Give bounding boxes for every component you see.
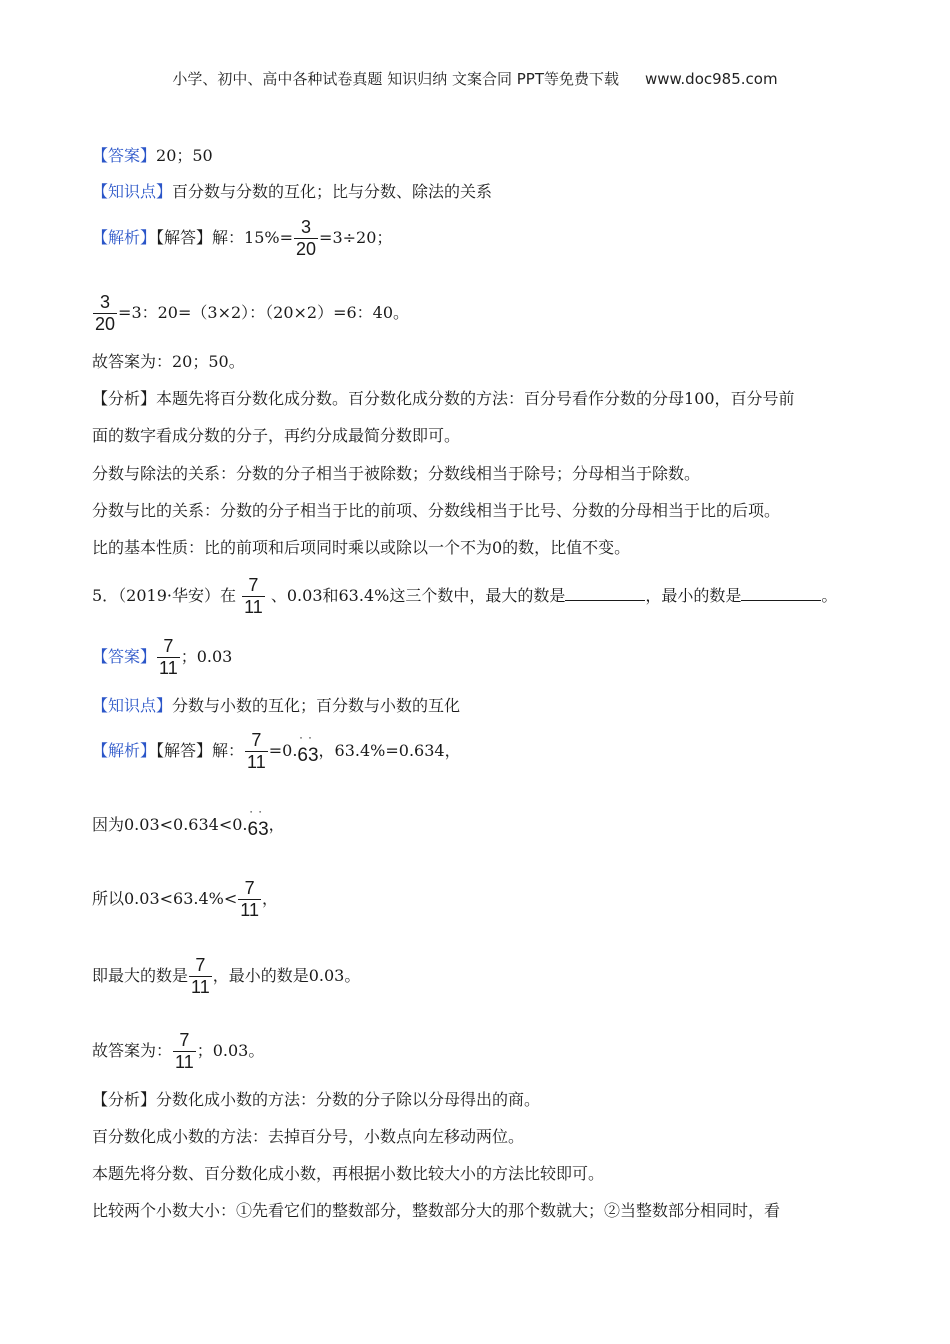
fraction-numerator: 7 <box>163 636 174 656</box>
fraction-7-11 <box>173 1030 196 1073</box>
fraction-denominator: 11 <box>191 977 210 997</box>
q4-conclusion: 故答案为：20；50。 <box>92 352 245 371</box>
q4-solve-suffix: =3÷20； <box>319 228 393 247</box>
answer-blank-max[interactable] <box>565 584 645 601</box>
q5-answer-suffix: ；0.03 <box>180 647 233 666</box>
repeating-dots: ·· <box>298 730 317 744</box>
fraction-7-11 <box>242 575 265 618</box>
q5-conclusion-suffix: ；0.03。 <box>196 1041 265 1060</box>
repeating-decimal <box>247 804 269 840</box>
fraction-denominator: 11 <box>159 658 178 678</box>
solve-tag: 【解答】 <box>156 228 213 247</box>
q5-analysis-1 <box>92 1090 540 1110</box>
fraction-numerator: 7 <box>248 575 259 595</box>
solve-tag: 【解答】 <box>156 741 213 760</box>
q5-conclusion-prefix: 故答案为： <box>92 1041 173 1060</box>
fraction-3-20 <box>294 217 318 260</box>
q4-answer-text: 20；50 <box>156 146 213 165</box>
q4-analysis-1-text: 本题先将百分数化成分数。百分数化成分数的方法：百分号看作分数的分母100，百分号前 <box>156 389 795 408</box>
fraction-3-20 <box>93 292 117 335</box>
q5-max-prefix: 即最大的数是 <box>92 966 189 985</box>
q5-eq: =0. <box>268 741 298 760</box>
knowledge-tag: 【知识点】 <box>92 182 173 201</box>
fraction-7-11 <box>157 636 180 679</box>
fraction-denominator: 11 <box>175 1052 194 1072</box>
q4-solve <box>92 217 392 260</box>
q4-knowledge <box>92 182 492 202</box>
answer-tag: 【答案】 <box>92 146 157 165</box>
fraction-numerator: 7 <box>251 730 262 750</box>
q4-line2-text: =3：20=（3×2）：（20×2）=6：40。 <box>118 303 410 322</box>
q4-solve-prefix: 解：15%= <box>212 228 294 247</box>
repeating-dots: ·· <box>249 804 268 818</box>
fraction-denominator: 11 <box>247 752 266 772</box>
q4-note-1: 分数与除法的关系：分数的分子相当于被除数；分数线相当于除号；分母相当于除数。 <box>92 464 701 483</box>
analysis-tag: 【解析】 <box>92 741 157 760</box>
analysis-tag: 【解析】 <box>92 228 157 247</box>
q5-analysis-3: 本题先将分数、百分数化成小数，再根据小数比较大小的方法比较即可。 <box>92 1164 605 1183</box>
q5-conclusion <box>92 1030 264 1073</box>
q5-question <box>92 575 837 618</box>
fraction-numerator: 3 <box>301 217 312 237</box>
fraction-denominator: 20 <box>296 239 317 259</box>
header-site-link[interactable]: www.doc985.com <box>644 70 778 88</box>
q5-knowledge <box>92 696 460 716</box>
q5-so-prefix: 所以0.03<63.4%< <box>92 889 238 908</box>
q5-knowledge-text: 分数与小数的互化；百分数与小数的互化 <box>172 696 461 715</box>
answer-blank-min[interactable] <box>741 584 821 601</box>
q4-answer <box>92 146 213 166</box>
q4-analysis-2: 面的数字看成分数的分子，再约分成最简分数即可。 <box>92 426 461 445</box>
fraction-denominator: 11 <box>244 597 263 617</box>
q4-note-3: 比的基本性质：比的前项和后项同时乘以或除以一个不为0的数，比值不变。 <box>92 538 631 557</box>
q5-answer <box>92 636 232 679</box>
header-text: 小学、初中、高中各种试卷真题 知识归纳 文案合同 PPT等免费下载 <box>172 70 619 88</box>
q5-solve-suffix: ，63.4%=0.634， <box>318 741 461 760</box>
repeating-digits: 63 <box>247 819 269 840</box>
answer-tag: 【答案】 <box>92 647 157 666</box>
q5-because-suffix: ， <box>268 815 285 834</box>
q5-mid2: ，最小的数是 <box>645 586 742 605</box>
q4-knowledge-text: 百分数与分数的互化；比与分数、除法的关系 <box>172 182 493 201</box>
fraction-numerator: 3 <box>100 292 111 312</box>
q5-because-prefix: 因为0.03<0.634<0. <box>92 815 248 834</box>
fraction-denominator: 20 <box>95 314 116 334</box>
repeating-decimal <box>297 730 319 766</box>
q5-analysis-2: 百分数化成小数的方法：去掉百分号，小数点向左移动两位。 <box>92 1127 525 1146</box>
q4-solve-line2 <box>92 292 409 335</box>
q5-analysis-1-text: 分数化成小数的方法：分数的分子除以分母得出的商。 <box>156 1090 541 1109</box>
q4-note-2: 分数与比的关系：分数的分子相当于比的前项、分数线相当于比号、分数的分母相当于比的后项。 <box>92 501 781 520</box>
repeating-digits: 63 <box>297 745 319 766</box>
q5-analysis-4: 比较两个小数大小：①先看它们的整数部分，整数部分大的那个数就大；②当整数部分相同时，看 <box>92 1201 781 1220</box>
q5-max <box>92 955 360 998</box>
knowledge-tag: 【知识点】 <box>92 696 173 715</box>
q4-analysis-1 <box>92 389 795 409</box>
fraction-numerator: 7 <box>195 955 206 975</box>
reasoning-tag: 【分析】 <box>92 1090 157 1109</box>
page-header <box>0 68 950 89</box>
q5-solve-prefix: 解： <box>212 741 245 760</box>
fraction-7-11 <box>238 878 261 921</box>
fraction-7-11 <box>189 955 212 998</box>
q5-so <box>92 878 278 921</box>
fraction-numerator: 7 <box>244 878 255 898</box>
fraction-numerator: 7 <box>179 1030 190 1050</box>
q5-so-suffix: ， <box>261 889 278 908</box>
fraction-denominator: 11 <box>240 900 259 920</box>
reasoning-tag: 【分析】 <box>92 389 157 408</box>
q5-prefix: 5．（2019·华安）在 <box>92 586 236 605</box>
fraction-7-11 <box>245 730 268 773</box>
q5-max-suffix: ，最小的数是0.03。 <box>212 966 361 985</box>
q5-solve <box>92 730 461 773</box>
q5-mid: 、0.03和63.4%这三个数中，最大的数是 <box>270 586 566 605</box>
q5-because <box>92 804 285 840</box>
q5-end: 。 <box>821 586 838 605</box>
